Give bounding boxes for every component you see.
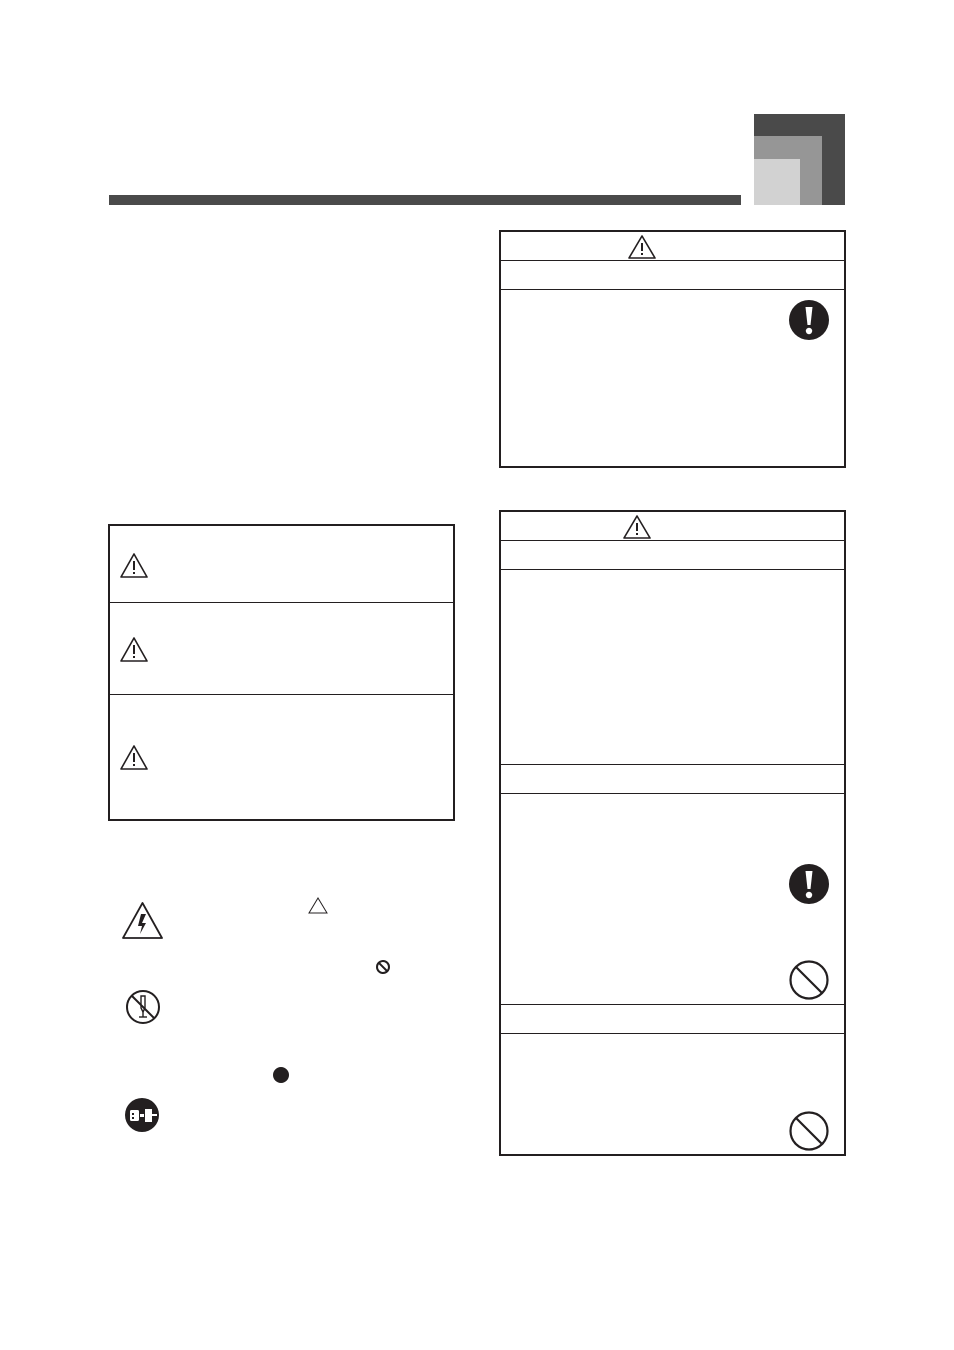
mandatory-exclamation-icon xyxy=(788,863,830,905)
box-divider xyxy=(501,540,844,541)
hazard-level-table xyxy=(108,524,455,821)
caution-triangle-icon xyxy=(627,234,657,260)
intro-text xyxy=(109,230,454,490)
caution-triangle-icon xyxy=(119,636,149,663)
small-prohibition-icon xyxy=(375,959,391,975)
corner-tab-light xyxy=(754,159,800,205)
header-rule xyxy=(109,195,741,205)
box-divider xyxy=(501,1033,844,1034)
warning-box-top xyxy=(499,230,846,468)
do-not-disassemble-icon xyxy=(124,988,162,1026)
box-divider xyxy=(501,569,844,570)
hazard-row xyxy=(110,695,453,819)
small-triangle-icon xyxy=(308,897,328,914)
box-divider xyxy=(501,793,844,794)
box-divider xyxy=(501,1004,844,1005)
box-divider xyxy=(501,289,844,290)
prohibition-icon xyxy=(788,1110,830,1152)
box-divider xyxy=(501,260,844,261)
warning-box-bottom xyxy=(499,510,846,1156)
box-divider xyxy=(501,764,844,765)
filled-circle-icon xyxy=(272,1066,290,1084)
mandatory-exclamation-icon xyxy=(788,299,830,341)
caution-triangle-icon xyxy=(119,552,149,579)
symbol-legend xyxy=(109,860,454,1160)
hazard-row xyxy=(110,526,453,602)
caution-triangle-icon xyxy=(119,744,149,771)
prohibition-icon xyxy=(788,959,830,1001)
unplug-icon xyxy=(124,1097,160,1133)
hazard-row xyxy=(110,603,453,694)
caution-triangle-icon xyxy=(622,514,652,540)
electric-shock-icon xyxy=(121,901,164,940)
